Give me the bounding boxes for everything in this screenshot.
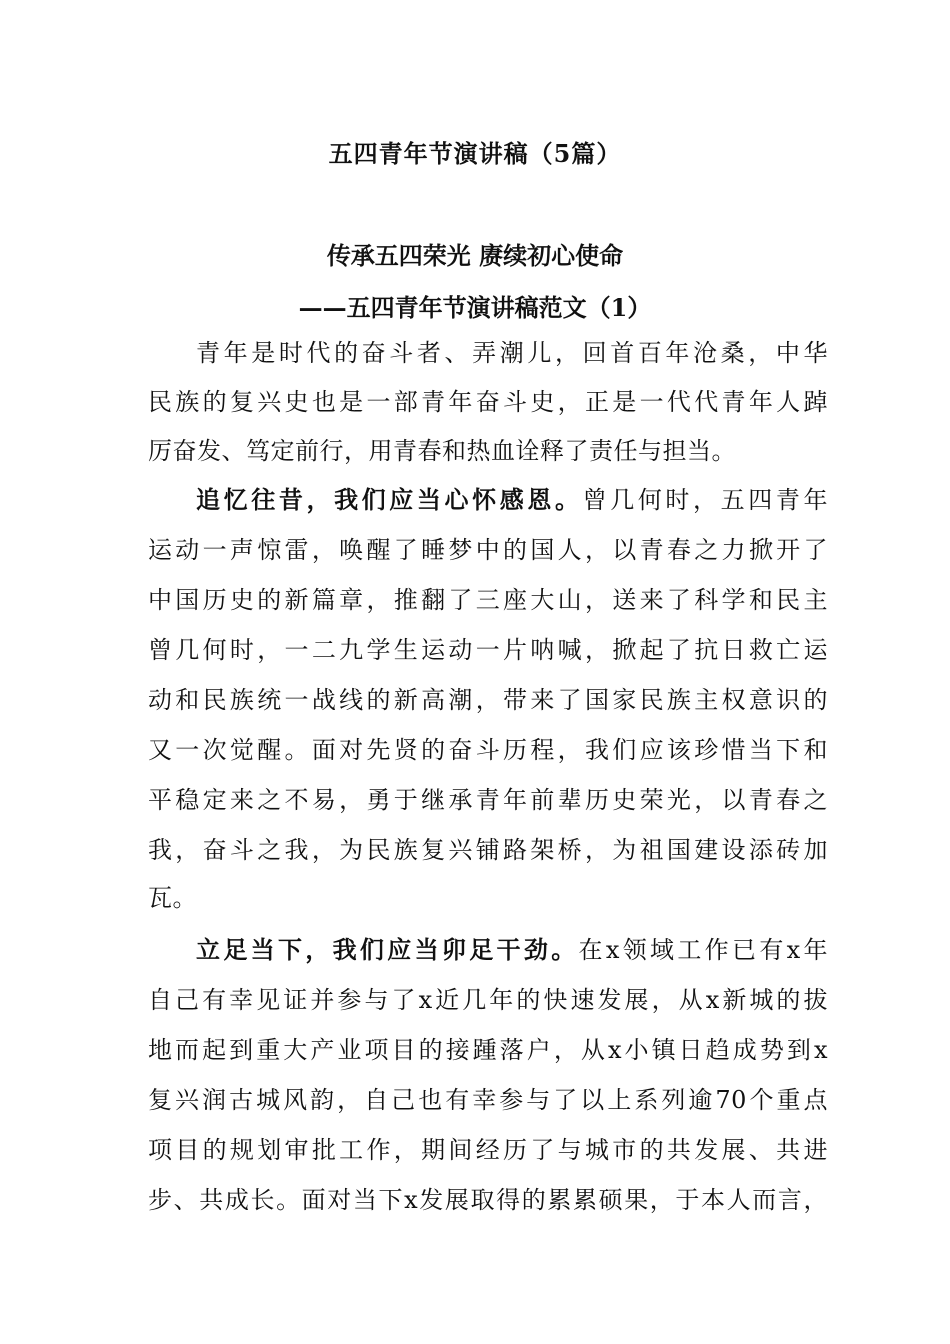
paragraph-lead: 追忆往昔，我们应当心怀感恩。 bbox=[196, 485, 583, 514]
paragraph-line: 项目的规划审批工作，期间经历了与城市的共发展、共进 bbox=[148, 1136, 828, 1164]
paragraph-line: 厉奋发、笃定前行，用青春和热血诠释了责任与担当。 bbox=[148, 437, 736, 465]
paragraph-line: 曾几何时，一二九学生运动一片呐喊，掀起了抗日救亡运 bbox=[148, 636, 828, 664]
paragraph-lead: 立足当下，我们应当卯足干劲。 bbox=[196, 935, 579, 964]
speech-title: 传承五四荣光 赓续初心使命 bbox=[326, 241, 624, 270]
paragraph-line: 瓦。 bbox=[148, 884, 197, 912]
paragraph-line bbox=[196, 483, 828, 517]
speech-subtitle: ——五四青年节演讲稿范文（1） bbox=[298, 293, 652, 322]
paragraph-text: 在x领域工作已有x年 bbox=[578, 936, 829, 964]
paragraph-line: 复兴润古城风韵，自己也有幸参与了以上系列逾70个重点 bbox=[148, 1086, 828, 1114]
paragraph-text: 曾几何时，五四青年 bbox=[582, 486, 829, 514]
paragraph-line: 平稳定来之不易，勇于继承青年前辈历史荣光，以青春之 bbox=[148, 786, 828, 814]
paragraph-line: 地而起到重大产业项目的接踵落户，从x小镇日趋成势到x bbox=[148, 1036, 828, 1064]
paragraph-line: 民族的复兴史也是一部青年奋斗史，正是一代代青年人踔 bbox=[148, 388, 828, 416]
paragraph-line: 运动一声惊雷，唤醒了睡梦中的国人，以青春之力掀开了 bbox=[148, 536, 828, 564]
paragraph-line: 自己有幸见证并参与了x近几年的快速发展，从x新城的拔 bbox=[148, 986, 828, 1014]
paragraph-line: 青年是时代的奋斗者、弄潮儿，回首百年沧桑，中华 bbox=[196, 339, 828, 367]
paragraph-line: 步、共成长。面对当下x发展取得的累累硕果，于本人而言， bbox=[148, 1186, 828, 1214]
document-title: 五四青年节演讲稿（5篇） bbox=[328, 139, 622, 168]
paragraph-line: 中国历史的新篇章，推翻了三座大山，送来了科学和民主 bbox=[148, 586, 828, 614]
paragraph-line: 动和民族统一战线的新高潮，带来了国家民族主权意识的 bbox=[148, 686, 828, 714]
paragraph-line: 我，奋斗之我，为民族复兴铺路架桥，为祖国建设添砖加 bbox=[148, 836, 828, 864]
paragraph-line: 又一次觉醒。面对先贤的奋斗历程，我们应该珍惜当下和 bbox=[148, 736, 828, 764]
paragraph-line bbox=[196, 933, 828, 967]
